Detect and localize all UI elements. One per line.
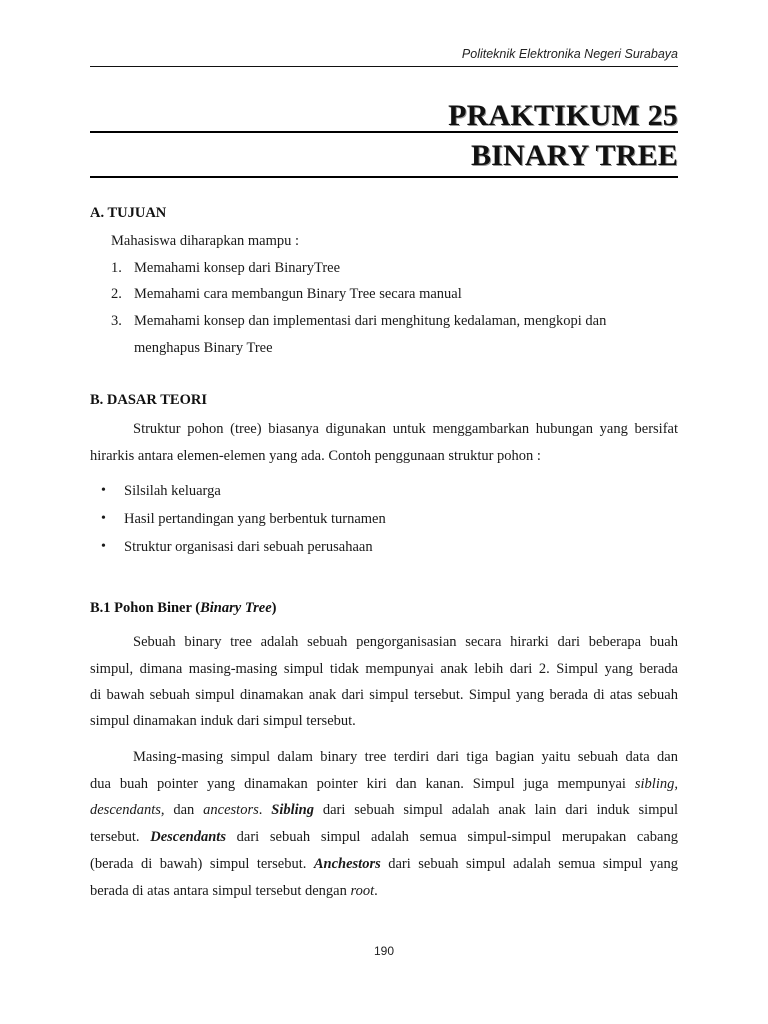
title-praktikum: PRAKTIKUM 25 (448, 99, 678, 132)
text-run: . (374, 883, 378, 899)
paragraph-line: Sebuah binary tree adalah sebuah pengorganisasian secara hirarki dari beberapa buah (133, 634, 678, 650)
text-run: dari sebuah simpul adalah semua simpul-simpul merupakan cabang (225, 829, 678, 845)
title-rule-bottom (90, 176, 678, 178)
term-ancestors: ancestors (203, 802, 259, 818)
term-root: root (350, 883, 375, 899)
list-item: Memahami cara membangun Binary Tree secara manual (134, 286, 462, 302)
term-descendants: descendants (90, 802, 161, 818)
paragraph-line: Masing-masing simpul dalam binary tree terdiri dari tiga bagian yaitu sebuah data dan (133, 749, 678, 765)
heading-text: B.1 Pohon Biner ( (90, 600, 201, 616)
heading-text: ) (271, 600, 277, 616)
paragraph-line: hirarkis antara elemen-elemen yang ada. Contoh penggunaan struktur pohon : (90, 448, 541, 464)
list-number: 1. (111, 260, 122, 276)
text-run: berada di atas antara simpul tersebut dengan (90, 883, 351, 899)
text-run: dua buah pointer yang dinamakan pointer kiri dan kanan. Simpul juga mempunyai (90, 776, 635, 792)
text-run: tersebut. (90, 829, 151, 845)
list-number: 3. (111, 313, 122, 329)
list-number: 2. (111, 286, 122, 302)
text-run: , dan (160, 802, 204, 818)
term-sibling: sibling, (634, 776, 678, 792)
bullet-icon: • (101, 511, 106, 526)
text-run: dari sebuah simpul adalah anak lain dari induk simpul (313, 802, 679, 818)
paragraph-line (90, 883, 678, 900)
text-run: (berada di bawah) simpul tersebut. (90, 856, 314, 872)
paragraph-line (90, 829, 678, 846)
title-rule-top (90, 131, 678, 133)
list-item-continuation: menghapus Binary Tree (134, 340, 273, 356)
text-run: . (258, 802, 272, 818)
paragraph-line: simpul dinamakan induk dari simpul tersebut. (90, 713, 356, 729)
bullet-item: Hasil pertandingan yang berbentuk turnamen (124, 511, 386, 527)
paragraph-line: di bawah sebuah simpul dinamakan anak dari simpul tersebut. Simpul yang berada di atas sebuah (90, 687, 678, 703)
list-item: Memahami konsep dari BinaryTree (134, 260, 341, 276)
paragraph-line (90, 802, 678, 819)
page-number: 190 (373, 944, 395, 958)
paragraph-line: Struktur pohon (tree) biasanya digunakan untuk menggambarkan hubungan yang bersifat (133, 421, 678, 437)
paragraph-line (90, 776, 678, 793)
bullet-item: Silsilah keluarga (124, 483, 221, 499)
list-item: Memahami konsep dan implementasi dari menghitung kedalaman, mengkopi dan (134, 313, 607, 329)
running-header: Politeknik Elektronika Negeri Surabaya (461, 47, 678, 61)
header-rule (90, 66, 678, 67)
paragraph-line (90, 856, 678, 873)
term-anchestors-bold: Anchestors (313, 856, 381, 872)
section-b-heading: B. DASAR TEORI (90, 392, 207, 408)
term-sibling-bold: Sibling (271, 802, 314, 818)
section-a-heading: A. TUJUAN (90, 205, 167, 221)
bullet-icon: • (101, 483, 106, 498)
title-topic: BINARY TREE (470, 139, 678, 172)
text-run: dari sebuah simpul adalah semua simpul yang (380, 856, 678, 872)
term-descendants-bold: Descendants (150, 829, 226, 845)
paragraph-line: simpul, dimana masing-masing simpul tidak mempunyai anak lebih dari 2. Simpul yang berada (90, 661, 678, 677)
bullet-item: Struktur organisasi dari sebuah perusahaan (124, 539, 373, 555)
heading-italic: Binary Tree (200, 600, 272, 616)
bullet-icon: • (101, 539, 106, 554)
section-a-intro: Mahasiswa diharapkan mampu : (111, 233, 300, 249)
section-b1-heading (90, 600, 277, 617)
